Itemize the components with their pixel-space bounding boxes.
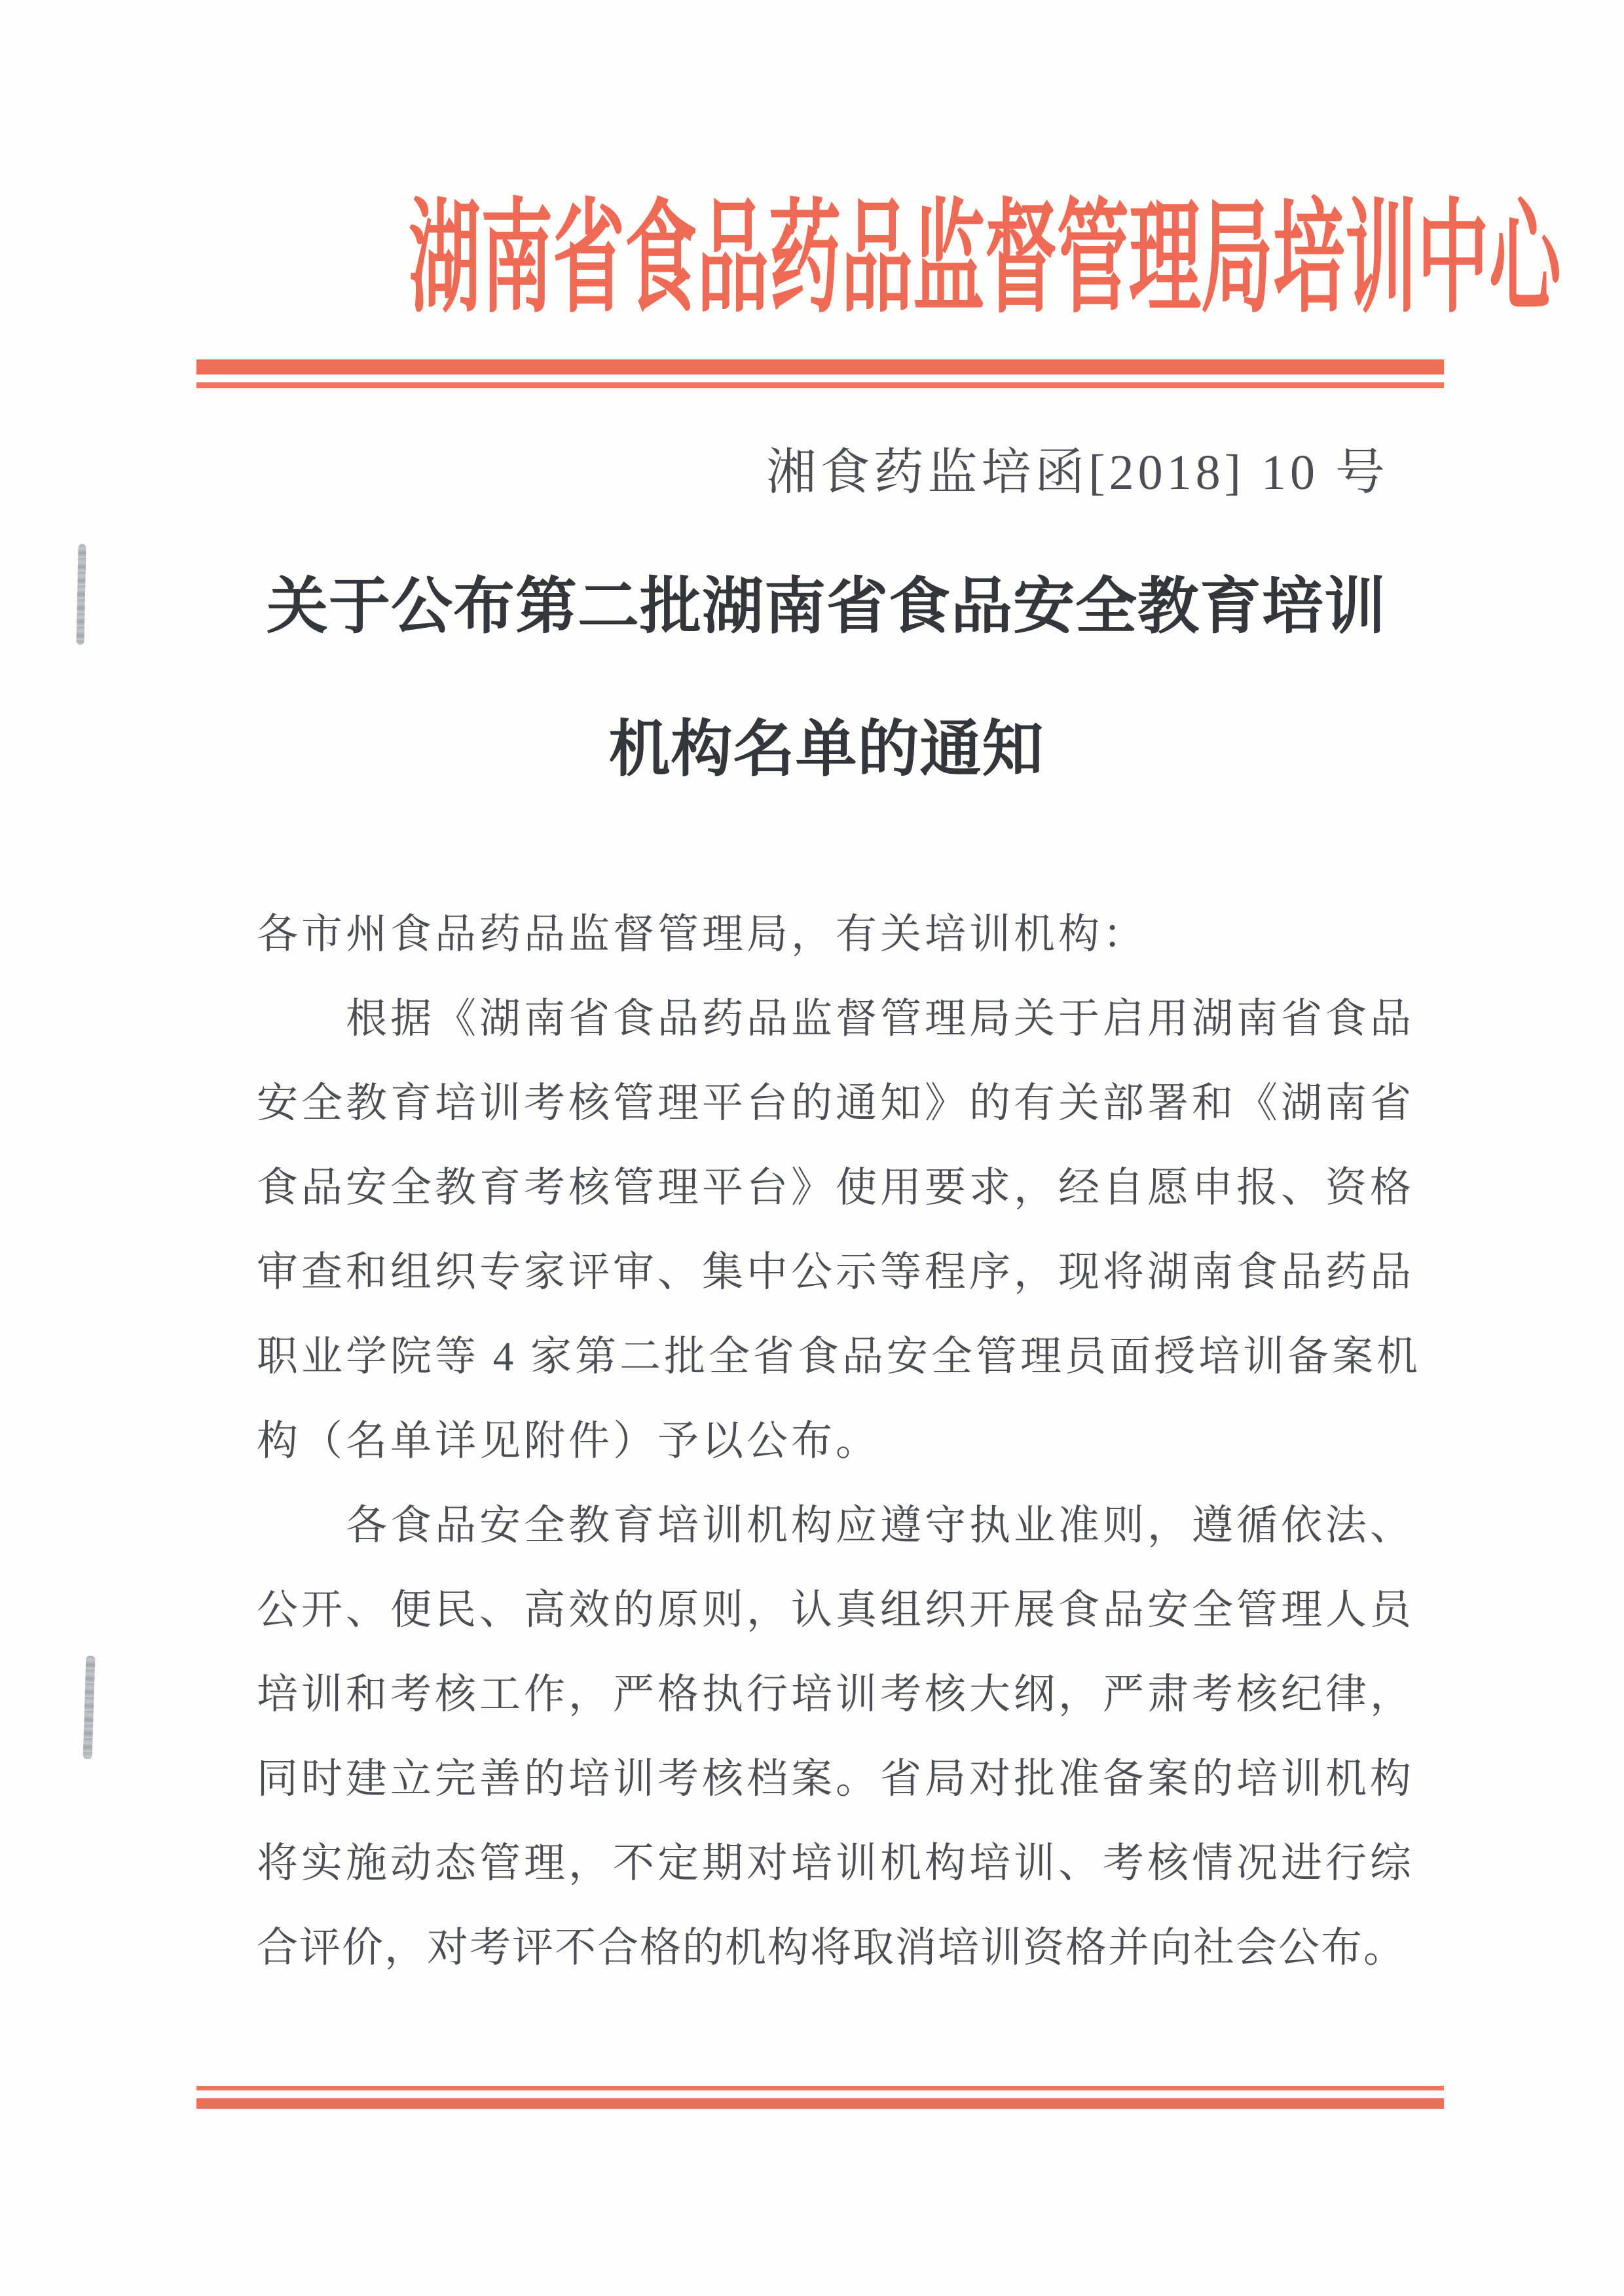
body-line: 将实施动态管理，不定期对培训机构培训、考核情况进行综 [257, 1840, 1414, 1886]
document-title [14, 536, 1624, 821]
header-rule-thick [196, 359, 1444, 374]
body-line: 安全教育培训考核管理平台的通知》的有关部署和《湖南省 [257, 1080, 1414, 1126]
body-line: 构（名单详见附件）予以公布。 [257, 1418, 880, 1464]
salutation-line: 各市州食品药品监督管理局，有关培训机构： [257, 911, 1147, 957]
footer-rule-thick [196, 2098, 1444, 2109]
body-line: 同时建立完善的培训考核档案。省局对批准备案的培训机构 [257, 1756, 1414, 1802]
body-line: 审查和组织专家评审、集中公示等程序，现将湖南食品药品 [257, 1249, 1414, 1295]
footer-rule-thin [196, 2086, 1444, 2090]
body-line: 职业学院等 4 家第二批全省食品安全管理员面授培训备案机 [257, 1334, 1421, 1379]
scan-binding-mark [83, 1656, 96, 1759]
body-line: 各食品安全教育培训机构应遵守执业准则，遵循依法、 [346, 1503, 1414, 1548]
body-line: 根据《湖南省食品药品监督管理局关于启用湖南省食品 [346, 996, 1414, 1042]
body-line: 公开、便民、高效的原则，认真组织开展食品安全管理人员 [257, 1587, 1414, 1633]
header-rule-thin [196, 382, 1444, 388]
letterhead-title [0, 189, 1624, 329]
doc-number: 湘食药监培函[2018] 10 号 [766, 445, 1389, 500]
document-body [257, 910, 1442, 2008]
body-line: 培训和考核工作，严格执行培训考核大纲，严肃考核纪律， [257, 1671, 1414, 1717]
document-title-line1: 关于公布第二批湖南省食品安全教育培训 [266, 573, 1386, 641]
document-title-line2: 机构名单的通知 [608, 716, 1044, 784]
body-line: 合评价，对考评不合格的机构将取消培训资格并向社会公布。 [257, 1925, 1406, 1971]
letterhead-title-text: 湖南省食品药品监督管理局培训中心 [409, 191, 1561, 327]
body-line: 食品安全教育考核管理平台》使用要求，经自愿申报、资格 [257, 1165, 1414, 1211]
